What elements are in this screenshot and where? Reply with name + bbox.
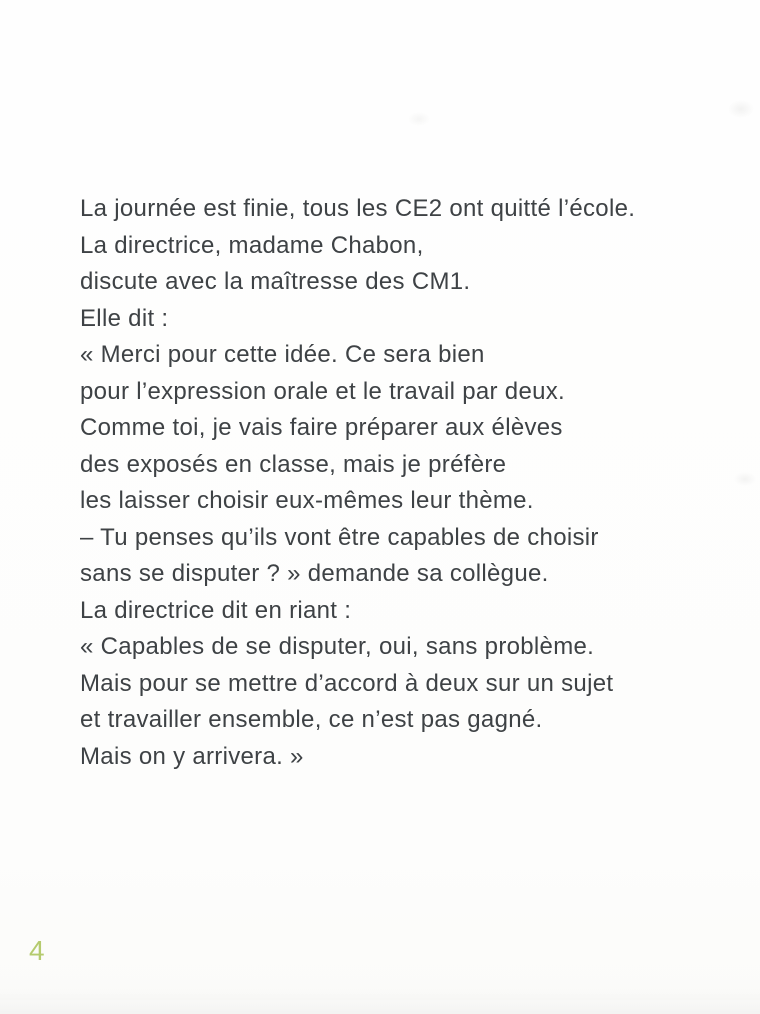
text-line: Mais on y arrivera. » (80, 742, 304, 770)
scan-smudge (408, 112, 430, 126)
text-line: – Tu penses qu’ils vont être capables de choisir (80, 523, 599, 551)
text-line: « Capables de se disputer, oui, sans problème. (80, 633, 595, 660)
text-line: Comme toi, je vais faire préparer aux élèves (80, 414, 563, 441)
text-line: Elle dit : (80, 304, 169, 332)
scan-smudge (0, 988, 760, 1014)
text-line: La directrice dit en riant : (80, 596, 352, 624)
text-line: sans se disputer ? » demande sa collègue. (80, 560, 549, 587)
text-line: des exposés en classe, mais je préfère (80, 450, 507, 478)
text-line: La directrice, madame Chabon, (80, 231, 424, 259)
text-line: et travailler ensemble, ce n’est pas gagné. (80, 706, 543, 733)
page-number: 4 (29, 935, 46, 966)
scan-smudge (734, 472, 756, 486)
text-line: les laisser choisir eux-mêmes leur thème. (80, 487, 534, 514)
text-line: Mais pour se mettre d’accord à deux sur un sujet (80, 669, 614, 697)
text-line: La journée est finie, tous les CE2 ont quitté l’école. (80, 195, 636, 222)
text-line: « Merci pour cette idée. Ce sera bien (80, 341, 485, 368)
scan-smudge (728, 100, 754, 118)
story-text-block (80, 191, 700, 775)
text-line: discute avec la maîtresse des CM1. (80, 268, 471, 295)
text-line: pour l’expression orale et le travail par deux. (80, 377, 566, 405)
